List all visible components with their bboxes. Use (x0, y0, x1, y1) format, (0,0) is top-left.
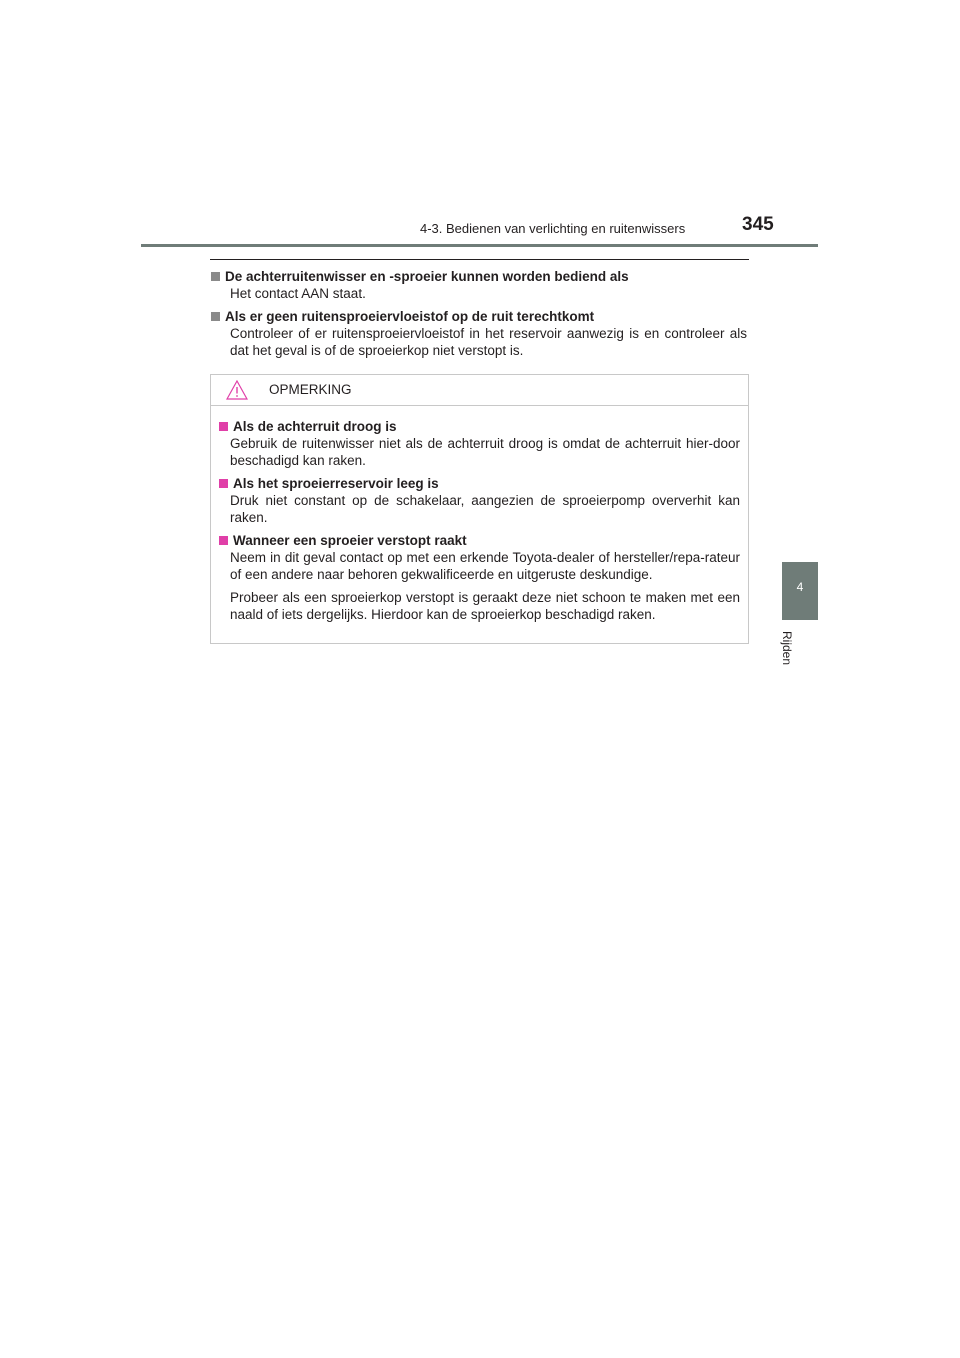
notice-item-body: Probeer als een sproeierkop verstopt is geraakt deze niet schoon te maken met een naald of iets dergelijks. Hierdoor kan de sproeierkop beschadigd raken. (230, 590, 740, 622)
notice-title: OPMERKING (269, 382, 352, 397)
square-bullet-icon (219, 479, 228, 488)
chapter-number: 4 (796, 580, 804, 594)
notice-content (211, 406, 748, 623)
chapter-label: Rijden (780, 631, 794, 666)
section-title: 4-3. Bedienen van verlichting en ruitenwissers (420, 221, 686, 236)
square-bullet-icon (219, 536, 228, 545)
notice-header (211, 375, 748, 406)
notice-item (219, 418, 740, 469)
notice-item (219, 475, 740, 526)
item-heading: De achterruitenwisser en -sproeier kunnen worden bediend als (225, 269, 629, 284)
notice-box (210, 374, 749, 644)
notice-item-heading: Als het sproeierreservoir leeg is (233, 476, 439, 491)
warning-triangle-icon (226, 380, 248, 400)
page-number: 345 (742, 214, 774, 235)
notice-item-body: Druk niet constant op de schakelaar, aangezien de sproeierpomp oververhit kan raken. (230, 493, 740, 525)
item-heading: Als er geen ruitensproeiervloeistof op de ruit terechtkomt (225, 309, 595, 324)
notice-item (219, 532, 740, 623)
item-body: Controleer of er ruitensproeiervloeistof in het reservoir aanwezig is en controleer als dat het geval is of de sproeierkop niet verstopt is. (230, 326, 747, 358)
item-body: Het contact AAN staat. (230, 286, 366, 301)
notice-item-heading: Wanneer een sproeier verstopt raakt (233, 533, 467, 548)
notice-item-body: Gebruik de ruitenwisser niet als de achterruit droog is omdat de achterruit hier-door beschadigd kan raken. (230, 436, 740, 468)
square-bullet-icon (211, 272, 220, 281)
header-rule (141, 244, 818, 247)
info-item (211, 268, 747, 302)
chapter-tab (782, 562, 818, 620)
section-rule (210, 259, 749, 260)
square-bullet-icon (219, 422, 228, 431)
notice-item-heading: Als de achterruit droog is (233, 419, 397, 434)
main-content (211, 268, 747, 365)
notice-item-body: Neem in dit geval contact op met een erkende Toyota-dealer of hersteller/repa-rateur of een andere naar behoren gekwalificeerde en uitgeruste deskundige. (230, 550, 740, 582)
info-item (211, 308, 747, 359)
square-bullet-icon (211, 312, 220, 321)
